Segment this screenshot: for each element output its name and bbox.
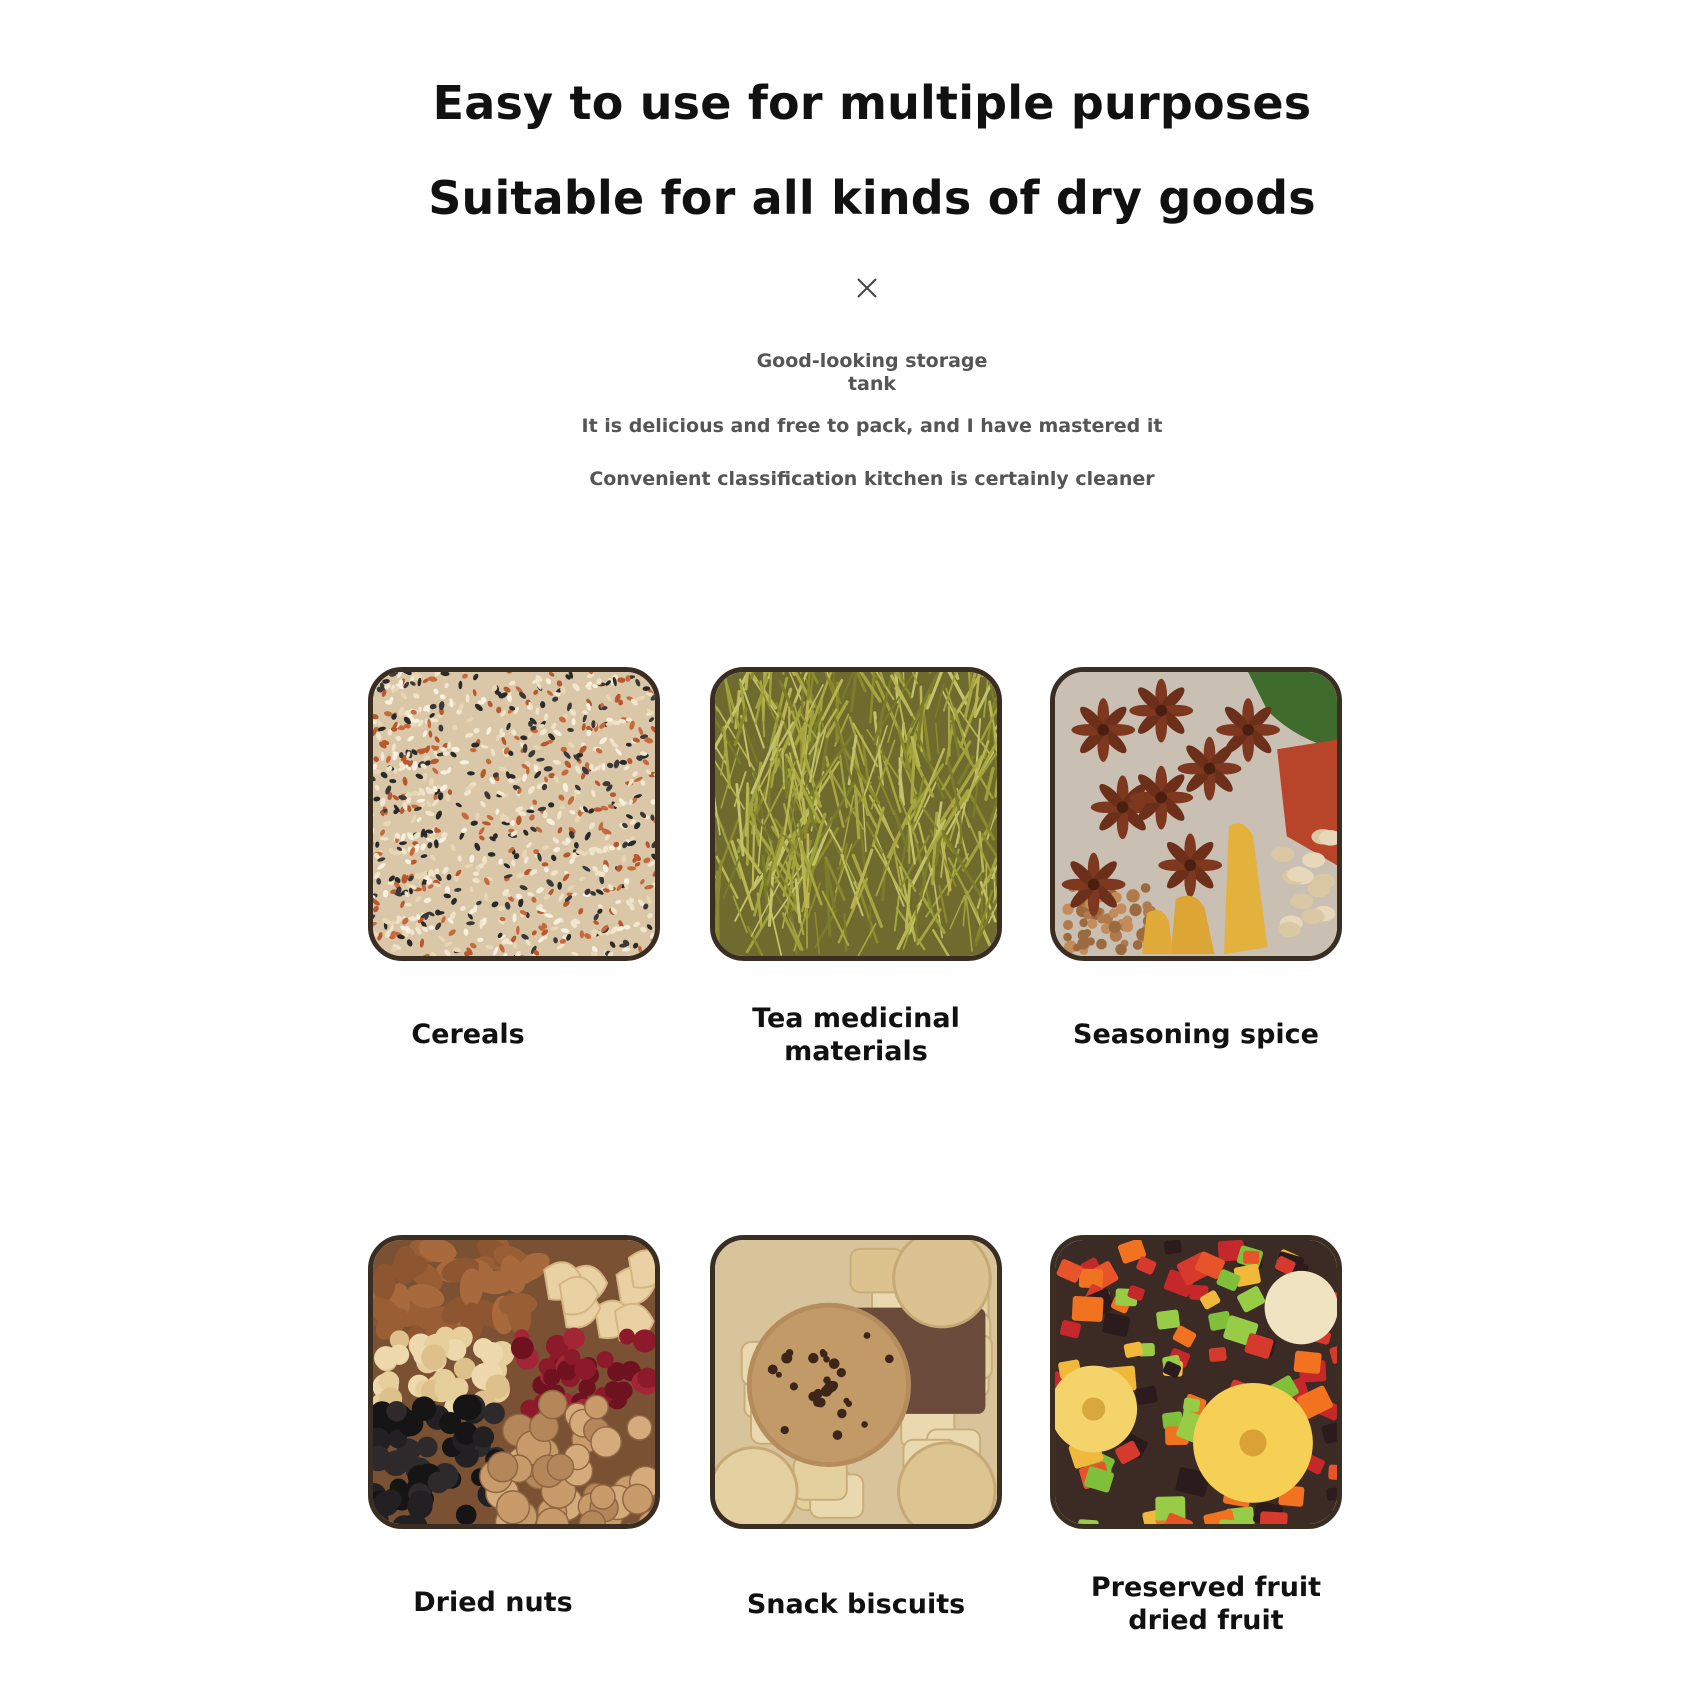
headline-secondary: Suitable for all kinds of dry goods bbox=[428, 171, 1316, 225]
category-label-fruit bbox=[1060, 1571, 1352, 1637]
subheading-title bbox=[0, 350, 1700, 396]
dried-fruit-image bbox=[1050, 1235, 1342, 1529]
close-icon bbox=[855, 276, 879, 300]
category-label-cereals bbox=[368, 1018, 568, 1051]
category-label-line: Preserved fruit bbox=[1090, 1572, 1322, 1603]
biscuits-image bbox=[710, 1235, 1002, 1529]
category-label-biscuits bbox=[710, 1588, 1002, 1621]
category-label-line: materials bbox=[784, 1036, 928, 1067]
nuts-image bbox=[368, 1235, 660, 1529]
headline-primary: Easy to use for multiple purposes bbox=[432, 76, 1312, 130]
category-label-line: Cereals bbox=[411, 1019, 525, 1050]
category-label-line: Dried nuts bbox=[413, 1587, 573, 1618]
category-label-line: Snack biscuits bbox=[746, 1589, 966, 1620]
spice-image bbox=[1050, 667, 1342, 961]
subheading-title-line-1: Good-looking storage bbox=[756, 350, 988, 372]
subheading-line-1: It is delicious and free to pack, and I have mastered it bbox=[581, 415, 1163, 437]
category-label-line: Seasoning spice bbox=[1073, 1019, 1319, 1050]
cereals-image bbox=[368, 667, 660, 961]
subheading-title-line-2: tank bbox=[847, 373, 897, 395]
category-label-tea bbox=[710, 1002, 1002, 1068]
category-label-line: Tea medicinal bbox=[752, 1003, 960, 1034]
tea-image bbox=[710, 667, 1002, 961]
category-label-nuts bbox=[368, 1586, 618, 1619]
category-label-line: dried fruit bbox=[1128, 1605, 1284, 1636]
category-label-spice bbox=[1050, 1018, 1342, 1051]
subheading-line-2: Convenient classification kitchen is certainly cleaner bbox=[589, 468, 1155, 490]
